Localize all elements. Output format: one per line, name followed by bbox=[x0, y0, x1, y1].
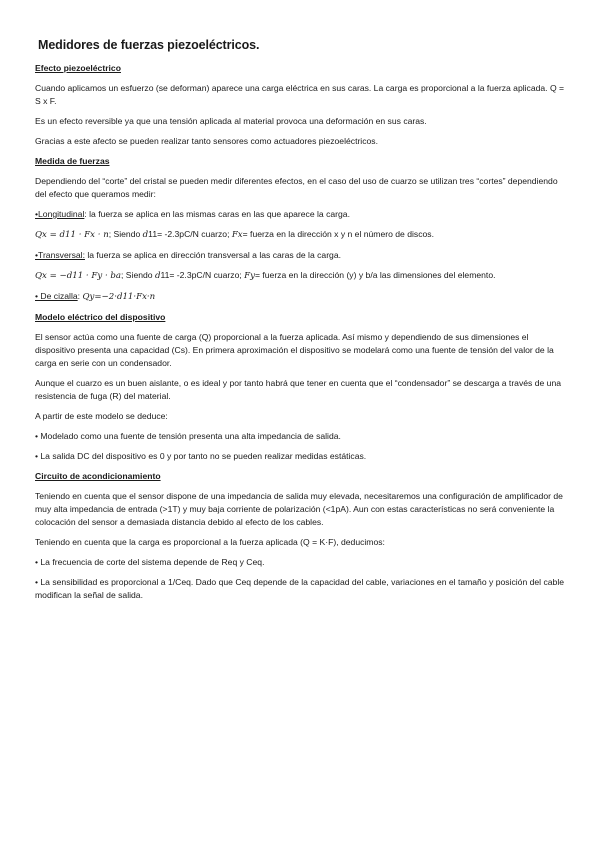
transversal-text: la fuerza se aplica en dirección transversal a las caras de la carga. bbox=[84, 250, 342, 260]
formula-text: 11= -2.3pC/N cuarzo; bbox=[160, 270, 245, 280]
list-item-cizalla bbox=[35, 290, 567, 304]
formula-symbol: d bbox=[154, 271, 161, 281]
cizalla-label: • De cizalla bbox=[35, 291, 78, 301]
formula-longitudinal: Qx = d11 · Fx · n bbox=[35, 230, 109, 240]
paragraph: Teniendo en cuenta que el sensor dispone de una impedancia de salida muy elevada, necesitaremos una configuración de amplificador de muy alta impedancia de entrada (>1T) y muy baja corriente de polarización (<1pA). Aun con estas características no será conveniente la colocación del sensor a demasiada distancia debido al efecto de los cables. bbox=[35, 491, 563, 527]
formula-line-longitudinal bbox=[35, 228, 567, 242]
formula-text: ; Siendo bbox=[108, 229, 143, 239]
document-body bbox=[35, 62, 567, 609]
paragraph: Cuando aplicamos un esfuerzo (se deforman) aparece una carga eléctrica en sus caras. La carga es proporcional a la fuerza aplicada. Q = S x F. bbox=[35, 83, 565, 106]
paragraph: Aunque el cuarzo es un buen aislante, o es ideal y por tanto habrá que tener en cuenta que el “condensador” se descarga a través de una resistencia de fuga (R) del material. bbox=[35, 378, 562, 401]
formula-symbol: Fx bbox=[231, 230, 243, 240]
paragraph: Es un efecto reversible ya que una tensión aplicada al material provoca una deformación en sus caras. bbox=[35, 116, 427, 126]
list-item: • La sensibilidad es proporcional a 1/Ceq. Dado que Ceq depende de la capacidad del cable, variaciones en el tamaño y posición del cable modifican la señal de salida. bbox=[35, 577, 565, 600]
formula-text: 11= -2.3pC/N cuarzo; bbox=[148, 229, 232, 239]
formula-line-transversal bbox=[35, 269, 567, 283]
cizalla-colon: : bbox=[77, 291, 83, 301]
section-heading-medida: Medida de fuerzas bbox=[35, 156, 110, 166]
formula-text: ; Siendo bbox=[121, 270, 155, 280]
list-item: • Modelado como una fuente de tensión presenta una alta impedancia de salida. bbox=[35, 431, 341, 441]
formula-symbol: Fy bbox=[244, 271, 255, 281]
list-item-longitudinal bbox=[35, 208, 567, 221]
section-heading-efecto: Efecto piezoeléctrico bbox=[35, 63, 121, 73]
paragraph: Dependiendo del “corte” del cristal se pueden medir diferentes efectos, en el caso del uso de cuarzo se utilizan tres “cortes” dependiendo del efecto que queramos medir: bbox=[35, 176, 558, 199]
paragraph: Gracias a este afecto se pueden realizar tanto sensores como actuadores piezoeléctricos. bbox=[35, 136, 378, 146]
formula-symbol: d bbox=[142, 230, 149, 240]
paragraph: A partir de este modelo se deduce: bbox=[35, 411, 168, 421]
list-item: • La frecuencia de corte del sistema depende de Req y Ceq. bbox=[35, 557, 265, 567]
formula-text: = fuerza en la dirección (y) y b/a las dimensiones del elemento. bbox=[254, 270, 496, 280]
formula-text: = fuerza en la dirección x y n el número de discos. bbox=[242, 229, 434, 239]
longitudinal-label: •Longitudinal bbox=[35, 209, 85, 219]
formula-cizalla: Qy=−2·d11·Fx·n bbox=[82, 292, 156, 302]
paragraph: Teniendo en cuenta que la carga es proporcional a la fuerza aplicada (Q = K·F), deducimos: bbox=[35, 537, 385, 547]
transversal-label: •Transversal: bbox=[35, 250, 85, 260]
section-heading-circuito: Circuito de acondicionamiento bbox=[35, 471, 161, 481]
paragraph: El sensor actúa como una fuente de carga (Q) proporcional a la fuerza aplicada. Así mismo y dependiendo de sus dimensiones el dispositivo presenta una capacidad (Cs). En primera aproximación el dispositivo se modelará como una fuente de tensión del valor de la carga en serie con un condensador. bbox=[35, 332, 554, 368]
list-item: • La salida DC del dispositivo es 0 y por tanto no se pueden realizar medidas estáticas. bbox=[35, 451, 367, 461]
list-item-transversal bbox=[35, 249, 567, 262]
longitudinal-text: : la fuerza se aplica en las mismas caras en las que aparece la carga. bbox=[84, 209, 350, 219]
section-heading-modelo: Modelo eléctrico del dispositivo bbox=[35, 312, 166, 322]
page-title: Medidores de fuerzas piezoeléctricos. bbox=[38, 38, 260, 52]
formula-transversal: Qx = −d11 · Fy · ba bbox=[35, 271, 122, 281]
